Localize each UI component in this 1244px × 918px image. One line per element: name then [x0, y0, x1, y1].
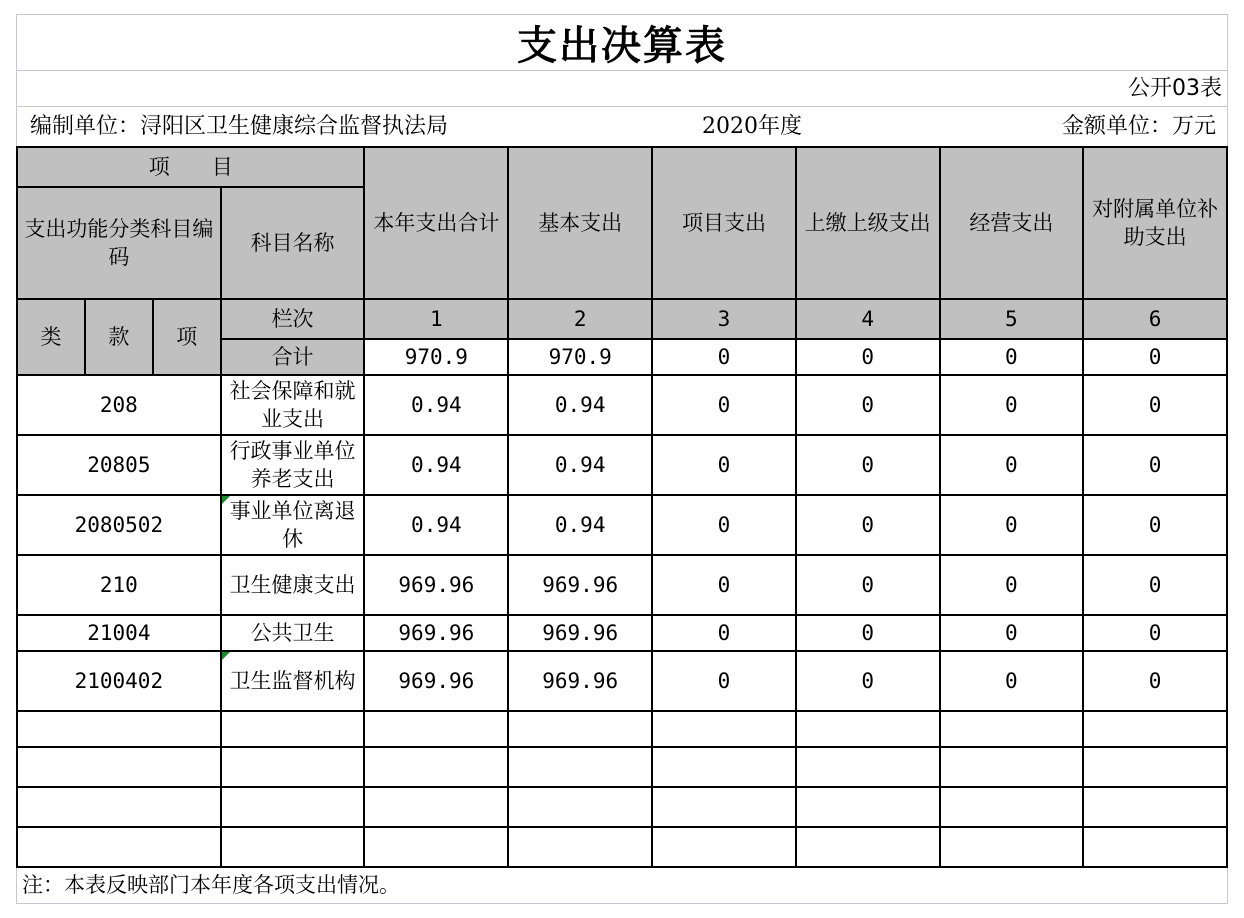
row-value: 0	[940, 651, 1084, 711]
row-value: 0.94	[508, 375, 652, 435]
row-value: 0	[796, 615, 940, 651]
row-value: 0.94	[508, 435, 652, 495]
row-value: 0	[1083, 495, 1227, 555]
header-col-5: 经营支出	[940, 147, 1084, 299]
header-item: 项 目	[17, 147, 364, 187]
row-value: 0	[652, 615, 796, 651]
row-name: 卫生监督机构	[229, 669, 356, 693]
empty-cell[interactable]	[17, 747, 221, 787]
header-xiang: 项	[153, 299, 221, 375]
empty-row	[17, 827, 1227, 867]
total-value: 0	[1083, 339, 1227, 375]
row-value: 0.94	[508, 495, 652, 555]
header-col-1: 本年支出合计	[364, 147, 508, 299]
header-col-4: 上缴上级支出	[796, 147, 940, 299]
row-name: 卫生健康支出	[221, 555, 365, 615]
table-row	[17, 615, 1227, 651]
col-number: 3	[652, 299, 796, 339]
row-value: 0	[940, 555, 1084, 615]
table-row	[17, 651, 1227, 711]
row-code: 208	[17, 375, 221, 435]
table-row	[17, 495, 1227, 555]
spreadsheet-sheet	[16, 14, 1228, 904]
total-value: 970.9	[508, 339, 652, 375]
row-value: 969.96	[364, 615, 508, 651]
amount-unit: 金额单位：万元	[1061, 114, 1216, 139]
col-number: 4	[796, 299, 940, 339]
empty-cell[interactable]	[364, 827, 508, 867]
row-value: 969.96	[364, 651, 508, 711]
row-value: 0	[940, 435, 1084, 495]
row-code: 2100402	[17, 651, 221, 711]
col-number: 2	[508, 299, 652, 339]
empty-cell[interactable]	[17, 787, 221, 827]
empty-cell[interactable]	[796, 747, 940, 787]
row-value: 0.94	[364, 495, 508, 555]
empty-cell[interactable]	[508, 827, 652, 867]
expenditure-table	[16, 146, 1228, 868]
header-lei: 类	[17, 299, 85, 375]
col-number: 6	[1083, 299, 1227, 339]
empty-cell[interactable]	[652, 827, 796, 867]
table-row	[17, 555, 1227, 615]
empty-cell[interactable]	[364, 787, 508, 827]
fiscal-year: 2020年度	[702, 114, 802, 139]
empty-cell[interactable]	[652, 747, 796, 787]
empty-cell[interactable]	[796, 827, 940, 867]
header-lanci: 栏次	[221, 299, 365, 339]
row-value: 0	[796, 375, 940, 435]
empty-cell[interactable]	[652, 711, 796, 747]
form-number: 公开03表	[1128, 76, 1222, 101]
empty-row	[17, 787, 1227, 827]
empty-cell[interactable]	[940, 747, 1084, 787]
empty-cell[interactable]	[508, 787, 652, 827]
row-value: 0.94	[364, 435, 508, 495]
row-value: 0	[940, 495, 1084, 555]
grid-line	[16, 903, 1228, 904]
row-value: 0	[796, 651, 940, 711]
row-code: 20805	[17, 435, 221, 495]
empty-row	[17, 711, 1227, 747]
row-value: 969.96	[364, 555, 508, 615]
header-col-6: 对附属单位补助支出	[1083, 147, 1227, 299]
empty-cell[interactable]	[221, 787, 365, 827]
total-value: 0	[652, 339, 796, 375]
row-code: 2080502	[17, 495, 221, 555]
row-value: 0.94	[364, 375, 508, 435]
row-value: 0	[652, 651, 796, 711]
empty-cell[interactable]	[221, 711, 365, 747]
empty-cell[interactable]	[796, 787, 940, 827]
header-col-3: 项目支出	[652, 147, 796, 299]
row-name: 社会保障和就业支出	[221, 375, 365, 435]
header-func-code: 支出功能分类科目编码	[17, 187, 221, 299]
empty-cell[interactable]	[508, 747, 652, 787]
row-name: 事业单位离退休	[229, 499, 356, 551]
row-value: 0	[1083, 555, 1227, 615]
col-number: 5	[940, 299, 1084, 339]
total-label: 合计	[221, 339, 365, 375]
total-value: 0	[796, 339, 940, 375]
table-row	[17, 375, 1227, 435]
total-value: 970.9	[364, 339, 508, 375]
grid-line	[16, 106, 1228, 107]
empty-cell[interactable]	[1083, 711, 1227, 747]
footnote: 注：本表反映部门本年度各项支出情况。	[22, 873, 400, 897]
row-value: 0	[652, 435, 796, 495]
empty-cell[interactable]	[1083, 747, 1227, 787]
header-subject-name: 科目名称	[221, 187, 365, 299]
header-col-2: 基本支出	[508, 147, 652, 299]
row-name-cell	[221, 495, 365, 555]
row-value: 0	[940, 615, 1084, 651]
row-value: 969.96	[508, 555, 652, 615]
row-value: 0	[940, 375, 1084, 435]
row-value: 0	[796, 435, 940, 495]
row-value: 0	[652, 495, 796, 555]
total-value: 0	[940, 339, 1084, 375]
org-name: 编制单位：浔阳区卫生健康综合监督执法局	[30, 114, 449, 139]
row-name: 行政事业单位养老支出	[221, 435, 365, 495]
row-value: 0	[1083, 435, 1227, 495]
row-value: 0	[1083, 375, 1227, 435]
table-row	[17, 435, 1227, 495]
row-name: 公共卫生	[221, 615, 365, 651]
row-value: 0	[796, 555, 940, 615]
empty-cell[interactable]	[364, 747, 508, 787]
row-name-cell	[221, 651, 365, 711]
row-code: 210	[17, 555, 221, 615]
empty-cell[interactable]	[652, 787, 796, 827]
empty-cell[interactable]	[796, 711, 940, 747]
empty-cell[interactable]	[17, 711, 221, 747]
row-value: 0	[1083, 615, 1227, 651]
empty-cell[interactable]	[508, 711, 652, 747]
empty-cell[interactable]	[17, 827, 221, 867]
row-value: 0	[1083, 651, 1227, 711]
page-title: 支出决算表	[517, 21, 727, 69]
empty-cell[interactable]	[221, 747, 365, 787]
empty-row	[17, 747, 1227, 787]
empty-cell[interactable]	[940, 787, 1084, 827]
row-value: 0	[796, 495, 940, 555]
row-code: 21004	[17, 615, 221, 651]
comment-marker-icon[interactable]	[222, 652, 230, 660]
empty-cell[interactable]	[1083, 827, 1227, 867]
empty-cell[interactable]	[1083, 787, 1227, 827]
empty-cell[interactable]	[221, 827, 365, 867]
header-kuan: 款	[85, 299, 153, 375]
empty-cell[interactable]	[364, 711, 508, 747]
row-value: 0	[652, 375, 796, 435]
col-number: 1	[364, 299, 508, 339]
empty-cell[interactable]	[940, 827, 1084, 867]
row-value: 969.96	[508, 615, 652, 651]
comment-marker-icon[interactable]	[222, 496, 230, 504]
empty-cell[interactable]	[940, 711, 1084, 747]
row-value: 969.96	[508, 651, 652, 711]
row-value: 0	[652, 555, 796, 615]
